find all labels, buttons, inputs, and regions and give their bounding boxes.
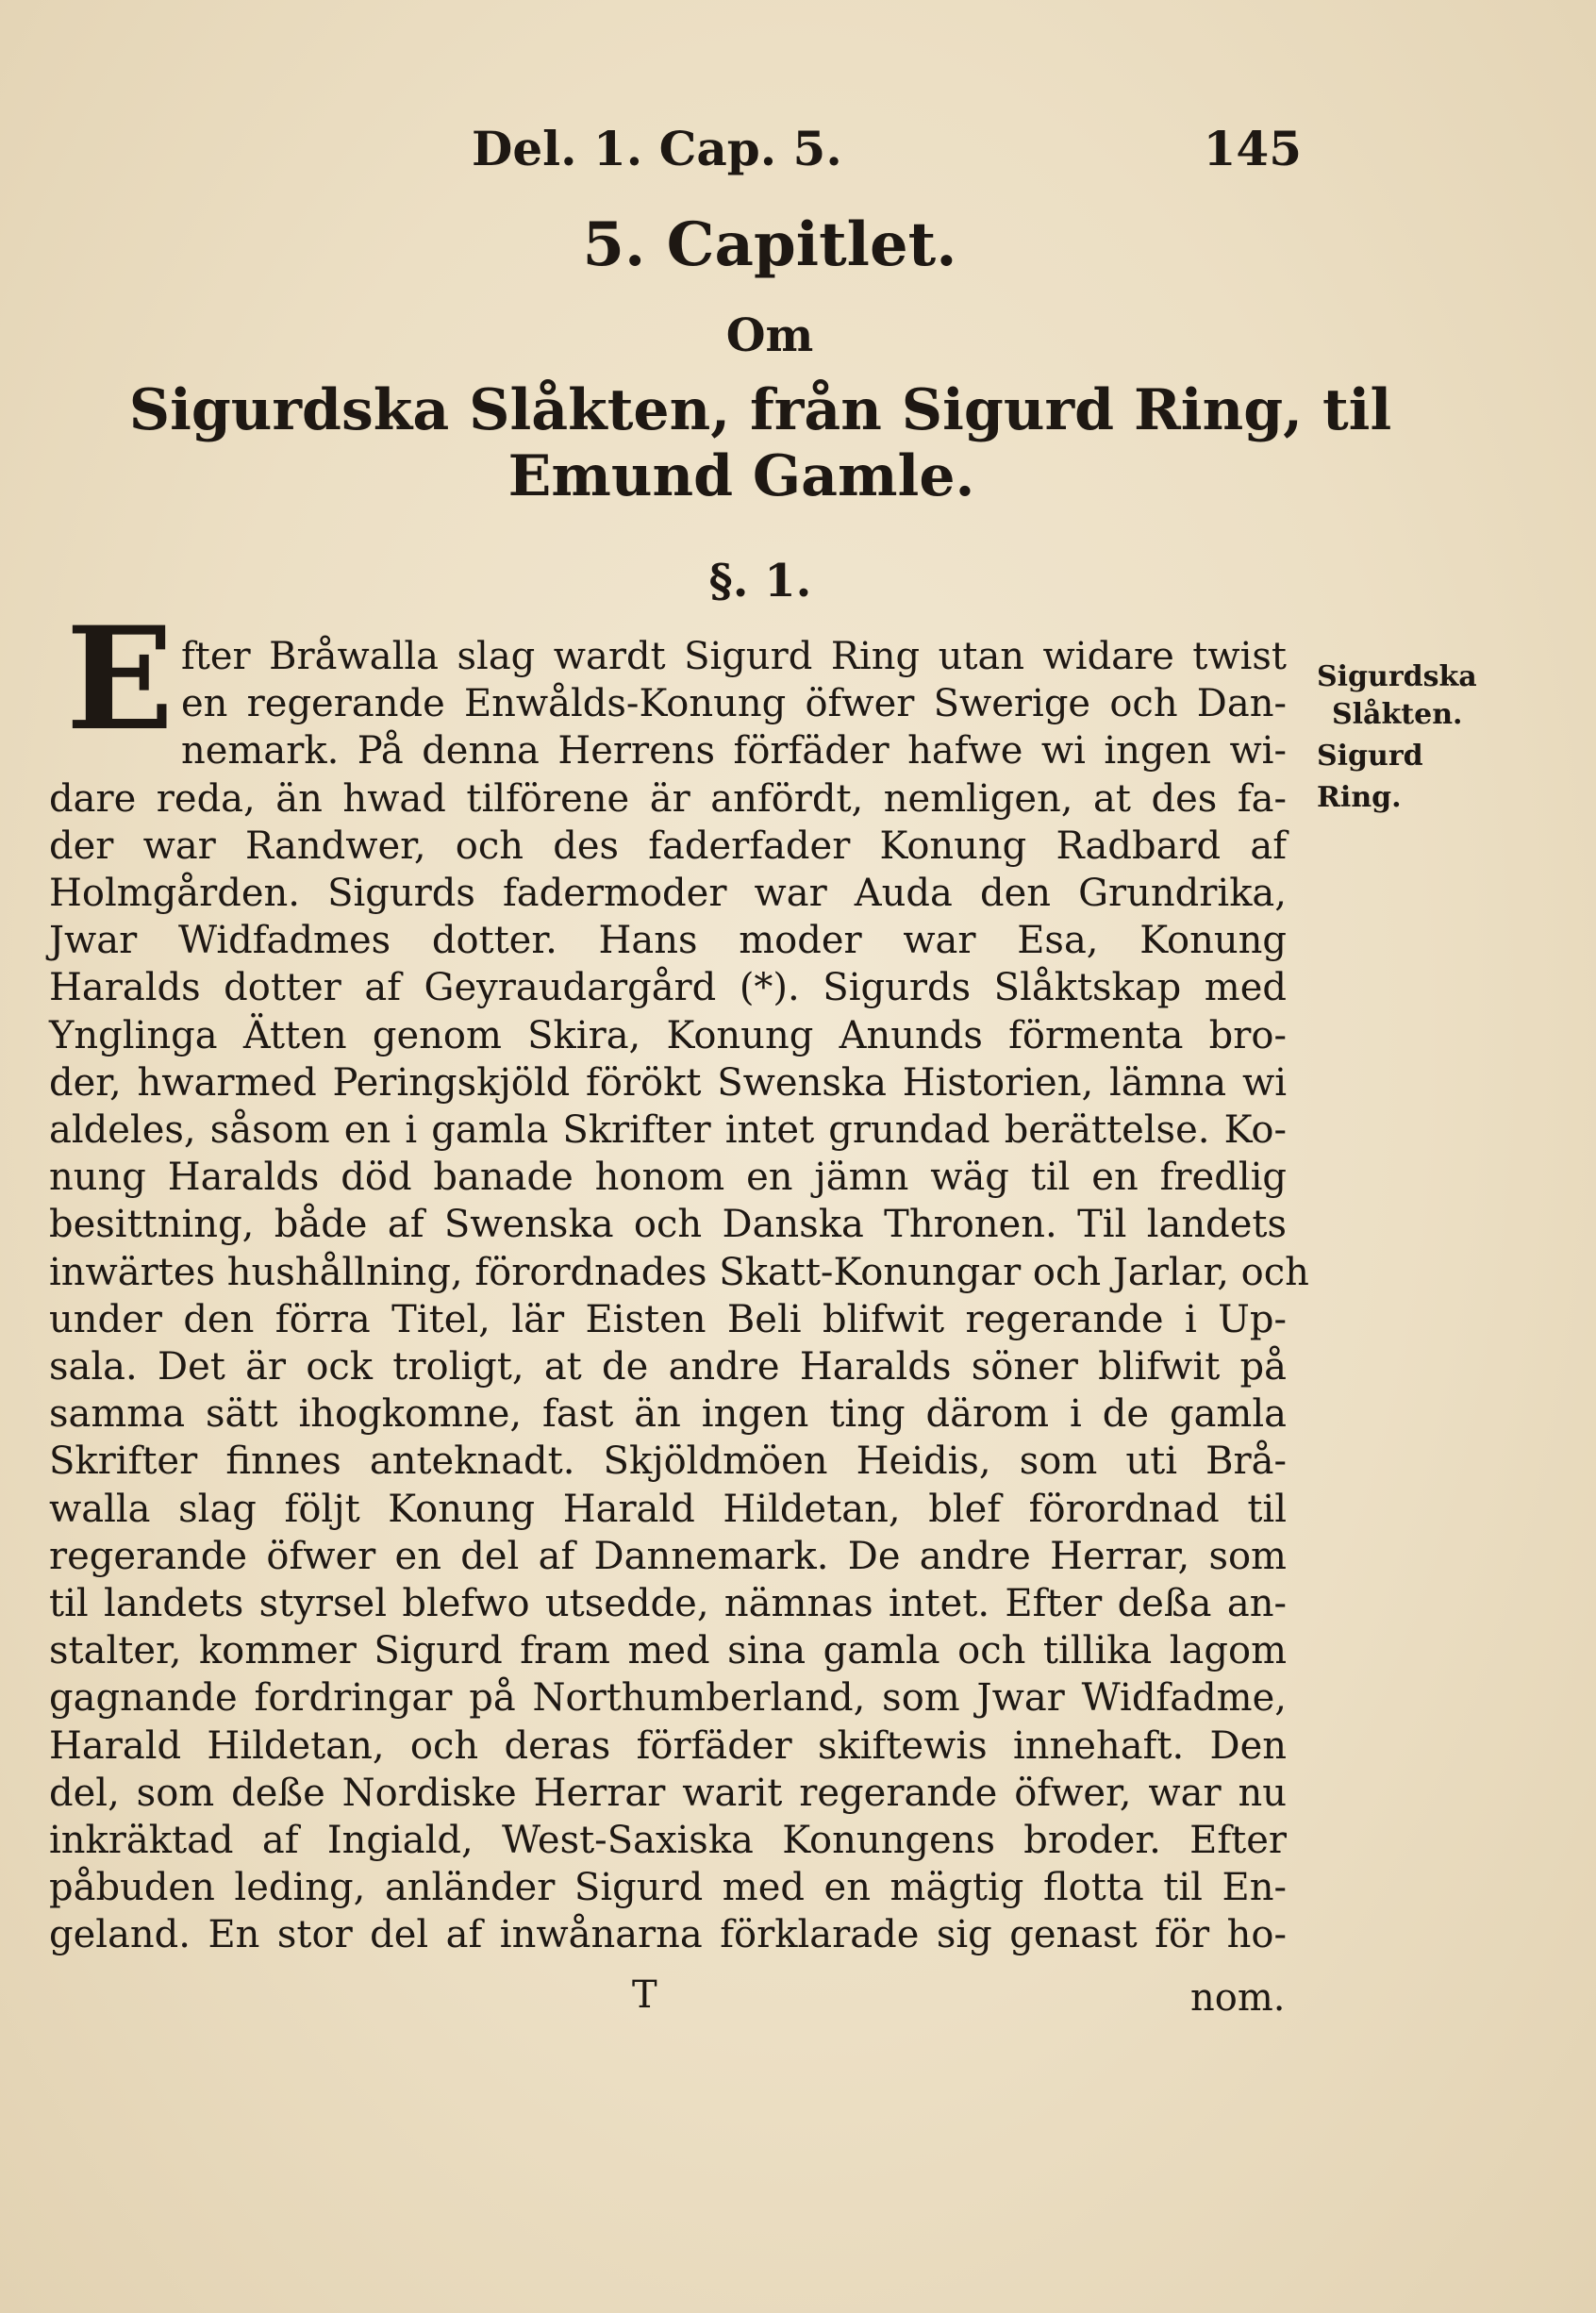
- text-line: en regerande Enwålds-Konung öfwer Swerige och Dan-: [181, 682, 1287, 726]
- text-line: walla slag följt Konung Harald Hildetan, blef förordnad til: [49, 1487, 1287, 1531]
- text-line: nemark. På denna Herrens förfäder hafwe wi ingen wi-: [181, 729, 1287, 774]
- text-line: sala. Det är ock troligt, at de andre Haralds söner blifwit på: [49, 1345, 1287, 1389]
- margin-note: Ring.: [1317, 781, 1402, 814]
- signature-mark: T: [632, 1973, 657, 2017]
- text-line: der, hwarmed Peringskjöld förökt Swenska Historien, lämna wi: [49, 1060, 1287, 1105]
- text-line: fter Bråwalla slag wardt Sigurd Ring utan widare twist: [181, 635, 1287, 678]
- page-number: 145: [1203, 121, 1302, 176]
- text-line: Holmgården. Sigurds fadermoder war Auda den Grundrika,: [49, 872, 1287, 915]
- margin-note: Sigurdska: [1317, 660, 1477, 693]
- text-line: besittning, både af Swenska och Danska Thronen. Til landets: [49, 1203, 1287, 1247]
- text-line: Jwar Widfadmes dotter. Hans moder war Esa, Konung: [49, 919, 1287, 963]
- section-mark: §. 1.: [708, 555, 812, 607]
- chapter-title-line-1: Sigurdska Slåkten, från Sigurd Ring, til: [128, 377, 1392, 443]
- drop-cap: E: [65, 596, 175, 762]
- text-line: Haralds dotter af Geyraudargård (*). Sigurds Slåktskap med: [49, 966, 1287, 1010]
- text-line: aldeles, såsom en i gamla Skrifter intet grundad berättelse. Ko-: [49, 1108, 1287, 1152]
- chapter-title-line-2: Emund Gamle.: [507, 443, 975, 509]
- text-line: del, som deße Nordiske Herrar warit regerande öfwer, war nu: [49, 1771, 1287, 1815]
- text-line: Harald Hildetan, och deras förfäder skiftewis innehaft. Den: [49, 1723, 1287, 1768]
- text-line: Ynglinga Ätten genom Skira, Konung Anunds förmenta bro-: [49, 1013, 1287, 1057]
- text-line: Skrifter finnes anteknadt. Skjöldmöen Heidis, som uti Brå-: [49, 1439, 1287, 1484]
- margin-note: Slåkten.: [1332, 698, 1463, 731]
- text-line: påbuden leding, anländer Sigurd med en mägtig flotta til En-: [49, 1866, 1287, 1910]
- chapter-om: Om: [725, 309, 814, 362]
- running-title: Del. 1. Cap. 5.: [472, 121, 842, 176]
- text-line: der war Randwer, och des faderfader Konung Radbard af: [49, 824, 1287, 868]
- text-line: samma sätt ihogkomne, fast än ingen ting därom i de gamla: [49, 1392, 1287, 1437]
- text-line: nung Haralds död banade honom en jämn wäg til en fredlig: [49, 1156, 1287, 1200]
- text-line: geland. En stor del af inwånarna förklarade sig genast för ho-: [49, 1913, 1287, 1957]
- text-line: under den förra Titel, lär Eisten Beli blifwit regerande i Up-: [49, 1297, 1287, 1341]
- text-line: dare reda, än hwad tilförene är anfördt, nemligen, at des fa-: [49, 776, 1287, 821]
- text-line: inkräktad af Ingiald, West-Saxiska Konungens broder. Efter: [49, 1819, 1287, 1862]
- catchword: nom.: [1190, 1976, 1286, 2020]
- text-line: til landets styrsel blefwo utsedde, nämnas intet. Efter deßa an-: [49, 1582, 1287, 1625]
- chapter-number-title: 5. Capitlet.: [582, 209, 957, 280]
- text-line: inwärtes hushållning, förordnades Skatt-Konungar och Jarlar, och: [49, 1250, 1309, 1294]
- text-line: stalter, kommer Sigurd fram med sina gamla och tillika lagom: [49, 1629, 1287, 1673]
- margin-note: Sigurd: [1317, 740, 1423, 773]
- text-line: regerande öfwer en del af Dannemark. De andre Herrar, som: [49, 1534, 1287, 1578]
- running-header: [472, 121, 1302, 177]
- text-line: gagnande fordringar på Northumberland, som Jwar Widfadme,: [49, 1676, 1287, 1721]
